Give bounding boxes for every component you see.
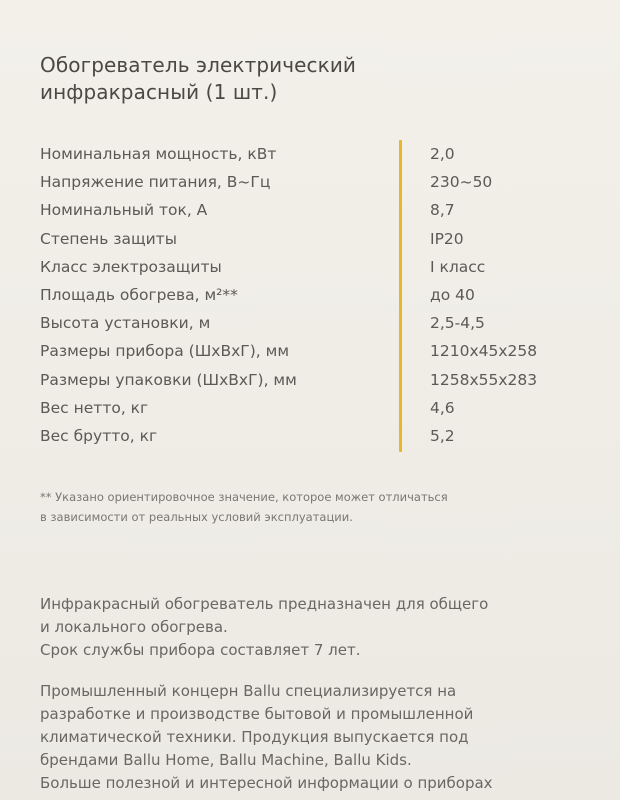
spec-label: Номинальная мощность, кВт (40, 145, 277, 163)
description-line: Срок службы прибора составляет 7 лет. (40, 641, 361, 659)
spec-table (40, 140, 600, 450)
spec-row (40, 168, 600, 196)
description-line: Больше полезной и интересной информации о приборах (40, 774, 493, 792)
paragraph-gap (40, 662, 600, 680)
spec-value: I класс (430, 257, 486, 276)
product-title-line-2: инфракрасный (1 шт.) (40, 80, 278, 104)
description-line: разработке и производстве бытовой и промышленной (40, 705, 474, 723)
spec-value: 1210x45x258 (430, 342, 538, 361)
spec-value: 8,7 (430, 201, 455, 220)
spec-value: 2,0 (430, 145, 455, 163)
product-title-line-1: Обогреватель электрический (40, 53, 357, 77)
spec-value: до 40 (430, 285, 475, 304)
spec-row (40, 422, 600, 450)
description-line: Промышленный концерн Ballu специализируется на (40, 682, 457, 700)
product-description (40, 593, 600, 795)
spec-row (40, 309, 600, 337)
spec-value: 2,5-4,5 (430, 314, 485, 333)
product-title (40, 52, 560, 106)
spec-label: Вес брутто, кг (40, 426, 158, 445)
spec-row (40, 140, 600, 168)
footnote-line-2: в зависимости от реальных условий эксплуатации. (40, 510, 353, 524)
spec-row (40, 366, 600, 394)
spec-row (40, 394, 600, 422)
description-line: Инфракрасный обогреватель предназначен для общего (40, 595, 489, 613)
footnote-line-1: ** Указано ориентировочное значение, которое может отличаться (40, 490, 448, 504)
description-line: брендами Ballu Home, Ballu Machine, Ballu Kids. (40, 751, 412, 769)
spec-row (40, 281, 600, 309)
spec-value: 4,6 (430, 398, 455, 417)
spec-value: 1258x55x283 (430, 370, 538, 389)
spec-value: 230~50 (430, 173, 493, 192)
spec-row (40, 337, 600, 365)
spec-value: 5,2 (430, 426, 455, 445)
spec-label: Степень защиты (40, 229, 177, 248)
spec-row (40, 253, 600, 281)
footnote (40, 487, 560, 527)
spec-label: Класс электрозащиты (40, 257, 222, 276)
spec-label: Площадь обогрева, м²** (40, 285, 238, 304)
spec-label: Вес нетто, кг (40, 398, 149, 417)
spec-label: Напряжение питания, В~Гц (40, 173, 271, 192)
spec-label: Номинальный ток, А (40, 201, 208, 220)
spec-label: Высота установки, м (40, 314, 211, 333)
spec-row (40, 196, 600, 224)
description-line: климатической техники. Продукция выпускается под (40, 728, 469, 746)
spec-label: Размеры упаковки (ШxВxГ), мм (40, 370, 297, 389)
spec-value: IP20 (430, 229, 464, 248)
spec-row (40, 225, 600, 253)
spec-label: Размеры прибора (ШxВxГ), мм (40, 342, 290, 361)
description-line: и локального обогрева. (40, 618, 228, 636)
